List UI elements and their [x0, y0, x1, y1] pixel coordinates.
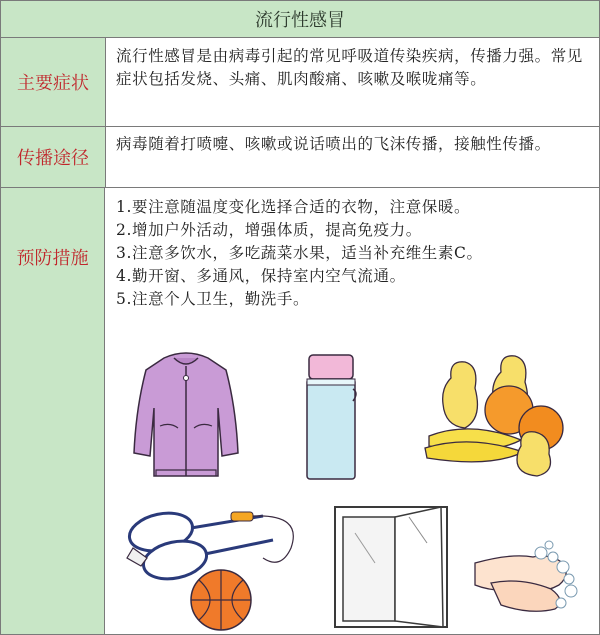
symptoms-row	[1, 38, 599, 127]
sports-gear-icon	[113, 508, 303, 633]
hand-washing-icon	[471, 523, 586, 618]
prevention-item: 5.注意个人卫生，勤洗手。	[116, 290, 310, 308]
transmission-row	[1, 127, 599, 188]
prevention-row	[1, 188, 599, 634]
page-title: 流行性感冒	[1, 1, 599, 38]
prevention-item: 3.注意多饮水，多吃蔬菜水果，适当补充维生素C。	[116, 244, 483, 262]
window-icon	[331, 503, 456, 631]
transmission-label: 传播途径	[1, 127, 106, 187]
transmission-text: 病毒随着打喷嚏、咳嗽或说话喷出的飞沫传播，接触性传播。	[116, 135, 551, 153]
water-bottle-icon	[301, 353, 361, 483]
prevention-item: 1.要注意随温度变化选择合适的衣物，注意保暖。	[116, 198, 471, 216]
fruit-basket-icon	[421, 348, 571, 478]
symptoms-label: 主要症状	[1, 38, 106, 126]
symptoms-text: 流行性感冒是由病毒引起的常见呼吸道传染疾病，传播力强。常见症状包括发烧、头痛、肌肉酸痛、咳嗽及喉咙痛等。	[116, 47, 583, 88]
prevention-item: 2.增加户外活动，增强体质，提高免疫力。	[116, 221, 422, 239]
jacket-icon	[126, 348, 246, 483]
prevention-item: 4.勤开窗、多通风，保持室内空气流通。	[116, 267, 406, 285]
prevention-label: 预防措施	[1, 188, 105, 634]
prevention-list	[116, 196, 587, 311]
